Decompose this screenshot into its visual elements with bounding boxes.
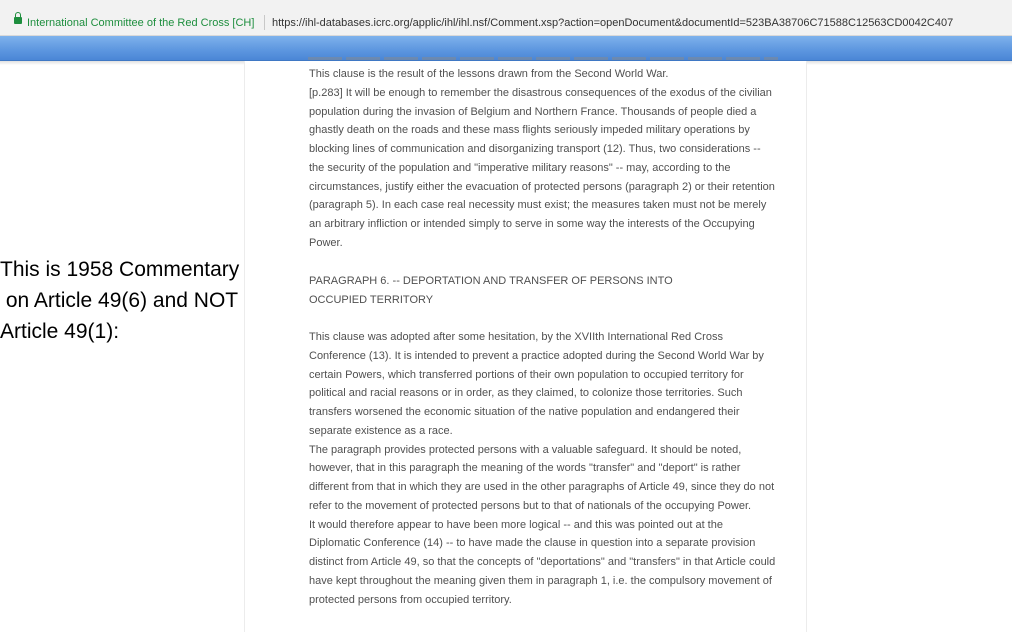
text-line: ghastly death on the roads and these mass flights seriously impeded military operations by [309,124,750,137]
text-line: Diplomatic Conference (14) -- to have made the clause in question into a separate provision [309,537,756,550]
text-line: This clause was adopted after some hesitation, by the XVIIth International Red Cross [309,331,723,343]
annotation-line: This is 1958 Commentary [0,258,240,281]
text-line: blocking lines of communication and disorganizing transport (12). Thus, two considerations -- [309,143,761,155]
address-divider [264,15,265,30]
annotation-caption [0,254,239,347]
text-line: Power. [309,236,343,249]
text-line: [p.283] It will be enough to remember the disastrous consequences of the exodus of the civilian [309,86,772,99]
url-text[interactable]: https://ihl-databases.icrc.org/applic/ihl/ihl.nsf/Comment.xsp?action=openDocument&documentId=523BA38706C71588C12563CD0042C407 [272,17,954,29]
text-line: It would therefore appear to have been more logical -- and this was pointed out at the [309,518,723,531]
text-line: separate existence as a race. [309,424,453,437]
paragraph-5-commentary [309,65,809,253]
text-line: an arbitrary infliction or intended simply to serve in some way the interests of the Occupying [309,218,755,230]
text-line: however, that in this paragraph the meaning of the words "transfer" and "deport" is rather [309,462,741,475]
text-line: population during the invasion of Belgium and Northern France. Thousands of people died a [309,105,757,118]
text-line: the security of the population and "imperative military reasons" -- may, according to the [309,161,731,174]
text-line: transfers worsened the economic situation of the native population and endangered their [309,406,740,418]
text-line: have kept throughout the meaning given them in paragraph 1, i.e. the compulsory movement of [309,574,772,587]
text-line: (paragraph 5). In each case real necessity must exist; the measures taken must not be merely [309,199,767,212]
cut-off-text-line [308,54,798,62]
text-line: certain Powers, which transferred portions of their own population to occupied territory for [309,368,744,381]
text-line: protected persons from occupied territory. [309,593,512,606]
text-line: This clause is the result of the lessons drawn from the Second World War. [309,68,669,80]
text-line: The paragraph provides protected persons with a valuable safeguard. It should be noted, [309,443,742,456]
text-line: different from that in which they are used in the other paragraphs of Article 49, since they do not [309,481,775,493]
heading-line: PARAGRAPH 6. -- DEPORTATION AND TRANSFER OF PERSONS INTO [309,275,673,287]
site-identity[interactable]: International Committee of the Red Cross [CH] [27,17,255,29]
paragraph-6-commentary [309,328,809,609]
text-line: Conference (13). It is intended to prevent a practice adopted during the Second World War by [309,349,764,362]
text-line: circumstances, justify either the evacuation of protected persons (paragraph 2) or their retention [309,180,775,193]
lock-icon [14,17,22,24]
annotation-line: on Article 49(6) and NOT [0,289,239,312]
text-line: political and racial reasons or in order, as they claimed, to colonize those territories. Such [309,387,743,400]
address-bar[interactable] [0,0,1012,36]
text-line: refer to the movement of protected persons but to that of nationals of the occupying Power. [309,499,752,512]
text-line: distinct from Article 49, so that the concepts of "deportations" and "transfers" in that Article could [309,556,776,568]
annotation-line: Article 49(1): [0,320,120,343]
heading-line: OCCUPIED TERRITORY [309,293,434,306]
paragraph-6-heading [309,272,809,310]
